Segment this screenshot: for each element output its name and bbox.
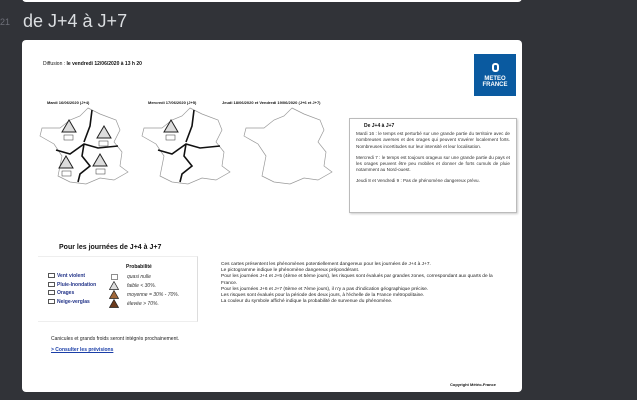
wind-icon bbox=[48, 273, 55, 278]
diffusion-date: Diffusion : le vendredi 12/06/2020 à 13 h 20 bbox=[43, 61, 142, 67]
summary-paragraph: Mardi 16 : le temps est perturbé sur une grande partie du territoire avec de nombreuses averses et des orages qui peuvent s'avérer localement forts. Nombreuses incertitudes sur leur intensité et leur localisation. bbox=[356, 131, 510, 149]
france-map-j6-j7 bbox=[240, 106, 336, 188]
france-map-j5 bbox=[138, 106, 234, 188]
phenomena-legend bbox=[48, 272, 96, 306]
warning-low-icon bbox=[109, 281, 119, 290]
line-number: 21 bbox=[0, 17, 11, 27]
copyright: Copyright Météo-France bbox=[450, 382, 497, 387]
snow-icon bbox=[48, 299, 55, 304]
map-label-j5: Mercredi 17/06/2020 (J+5) bbox=[148, 100, 197, 105]
legend-wind: Vent violent bbox=[48, 272, 96, 281]
section-title: Pour les journées de J+4 à J+7 bbox=[59, 244, 162, 251]
legend-snow: Neige-verglas bbox=[48, 298, 96, 307]
warning-medium-icon bbox=[109, 290, 119, 299]
forecast-summary-box bbox=[349, 118, 517, 213]
heatwave-note: Canicules et grands froids seront intégrés prochainement. bbox=[51, 336, 180, 342]
page-heading: de J+4 à J+7 bbox=[23, 11, 128, 31]
storm-icon bbox=[48, 290, 55, 295]
previous-card bbox=[22, 0, 522, 2]
summary-title: De J+4 à J+7 bbox=[364, 123, 395, 129]
legend-storm: Orages bbox=[48, 289, 96, 298]
forecast-card bbox=[22, 40, 522, 392]
map-label-j4: Mardi 16/06/2020 (J+4) bbox=[47, 100, 90, 105]
rain-icon bbox=[48, 282, 55, 287]
meteo-france-logo: METEO FRANCE bbox=[474, 54, 516, 96]
map-label-j6-j7: Jeudi 18/06/2020 et Vendredi 19/06/2020 (J+6 et J+7) bbox=[222, 100, 321, 105]
summary-paragraph: Mercredi 7 : le temps est toujours orageux sur une grande partie du pays et les orages peuvent être peu mobiles et donner de forts cumuls de pluie notamment au Nord-ouest. bbox=[356, 154, 510, 173]
empty-square-icon bbox=[111, 274, 118, 280]
probability-title: Probabilité bbox=[126, 264, 152, 270]
legend bbox=[38, 256, 198, 322]
explanation-text: Ces cartes présentent les phénomènes potentiellement dangereux pour les journées de J+4 à J+7. Le pictogramme indique le phénomène dangereux prépondérant. Pour les journées J+4 et J+5 (4ème et 5ème jours), les risques sont évalués par grandes zones, correspondant aux quarts de la France. Pour les journées J+6 et J+7 (6ème et 7ème jours), il n'y a pas d'indication géographique précise. Les risques sont évalués pour la période des deux jours, à l'échelle de la France métropolitaine. La couleur du symbole affiché indique la probabilité de survenue du phénomène. bbox=[221, 262, 493, 305]
summary-paragraph: Jeudi 8 et Vendredi 9 : Pas de phénomène dangereux prévu. bbox=[356, 178, 480, 184]
consult-forecasts-link[interactable]: > Consulter les prévisions bbox=[51, 347, 114, 353]
legend-rain: Pluie-Inondation bbox=[48, 281, 96, 290]
france-map-j4 bbox=[36, 106, 132, 188]
probability-legend: Probabilité quasi nulle faible < 30%. moyenne = 30% - 70%. élevée > 70%. bbox=[108, 264, 179, 308]
warning-high-icon bbox=[109, 299, 119, 308]
